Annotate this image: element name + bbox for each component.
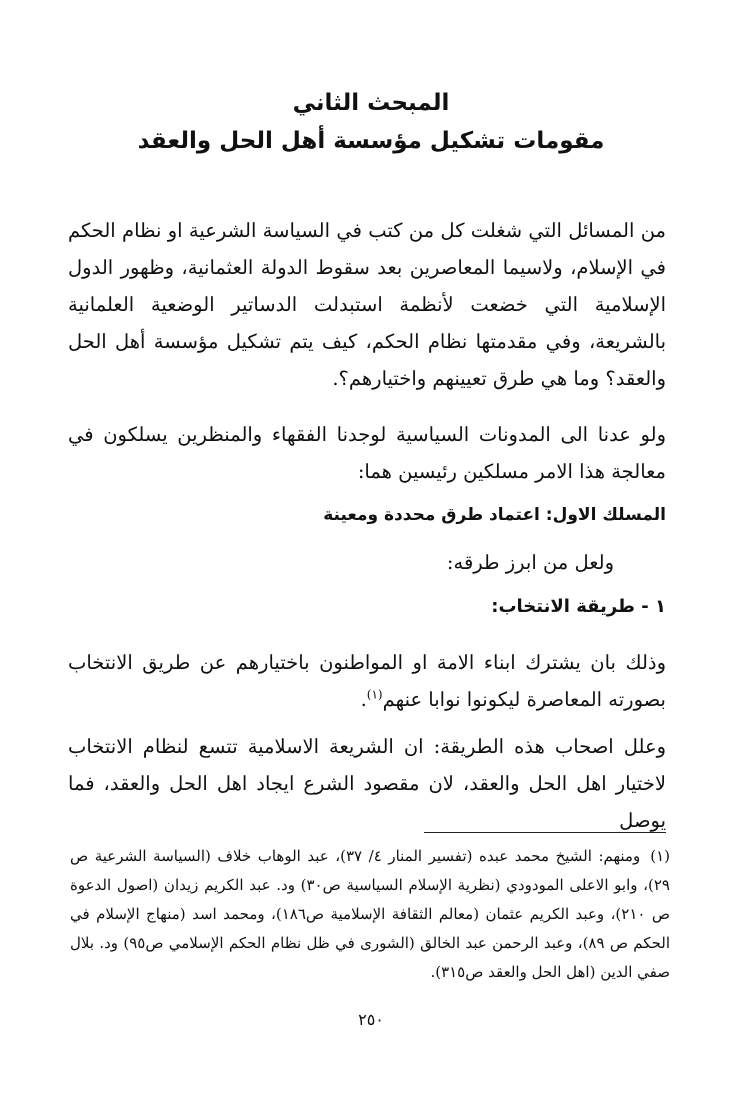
footnote-divider xyxy=(424,832,666,833)
footnote xyxy=(70,842,670,987)
page-number: ٢٥٠ xyxy=(358,1010,384,1029)
paragraph-election xyxy=(68,644,666,718)
paragraph-election-text: وذلك بان يشترك ابناء الامة او المواطنون باختيارهم عن طريق الانتخاب بصورته المعاصرة ليكونوا نوابا عنهم xyxy=(68,651,666,711)
subheading-election-method: ١ - طريقة الانتخاب: xyxy=(491,596,666,617)
paragraph-methods-intro: ولعل من ابرز طرقه: xyxy=(446,551,614,574)
section-title: المبحث الثاني xyxy=(292,90,450,116)
paragraph-election-end: . xyxy=(360,688,367,711)
paragraph-approaches: ولو عدنا الى المدونات السياسية لوجدنا الفقهاء والمنظرين يسلكون في معالجة هذا الامر مسلكين رئيسين هما: xyxy=(68,423,666,483)
subheading-first-approach: المسلك الاول: اعتماد طرق محددة ومعينة xyxy=(323,505,666,525)
footnote-text: ومنهم: الشيخ محمد عبده (تفسير المنار ٤/ ٣٧)، عبد الوهاب خلاف (السياسة الشرعية ص ٢٩)، وابو الاعلى المودودي (نظرية الإسلام السياسية ص٣٠) ود. عبد الكريم زيدان (اصول الدعوة ص ٢١٠)، وعبد الكريم عثمان (معالم الثقافة الإسلامية ص١٨٦)، ومحمد اسد (منهاج الإسلام في الحكم ص ٨٩)، وعبد الرحمن عبد الخالق (الشورى في ظل نظام الحكم الإسلامي ص٩٥) ود. بلال صفي الدين (اهل الحل والعقد ص٣١٥). xyxy=(70,847,671,981)
paragraph-justification: وعلل اصحاب هذه الطريقة: ان الشريعة الاسلامية تتسع لنظام الانتخاب لاختيار اهل الحل والعقد، لان مقصود الشرع ايجاد اهل الحل والعقد، فما يوصل xyxy=(68,735,666,832)
footnote-reference[interactable]: (١) xyxy=(366,687,383,702)
paragraph-intro: من المسائل التي شغلت كل من كتب في السياسة الشرعية او نظام الحكم في الإسلام، ولاسيما المعاصرين بعد سقوط الدولة العثمانية، وظهور الدول الإسلامية التي خضعت لأنظمة استبدلت الدساتير الوضعية العلمانية بالشريعة، وفي مقدمتها نظام الحكم، كيف يتم تشكيل مؤسسة أهل الحل والعقد؟ وما هي طرق تعيينهم واختيارهم؟. xyxy=(68,219,666,390)
section-subtitle: مقومات تشكيل مؤسسة أهل الحل والعقد xyxy=(137,128,605,154)
footnote-number: (١) xyxy=(650,847,670,865)
